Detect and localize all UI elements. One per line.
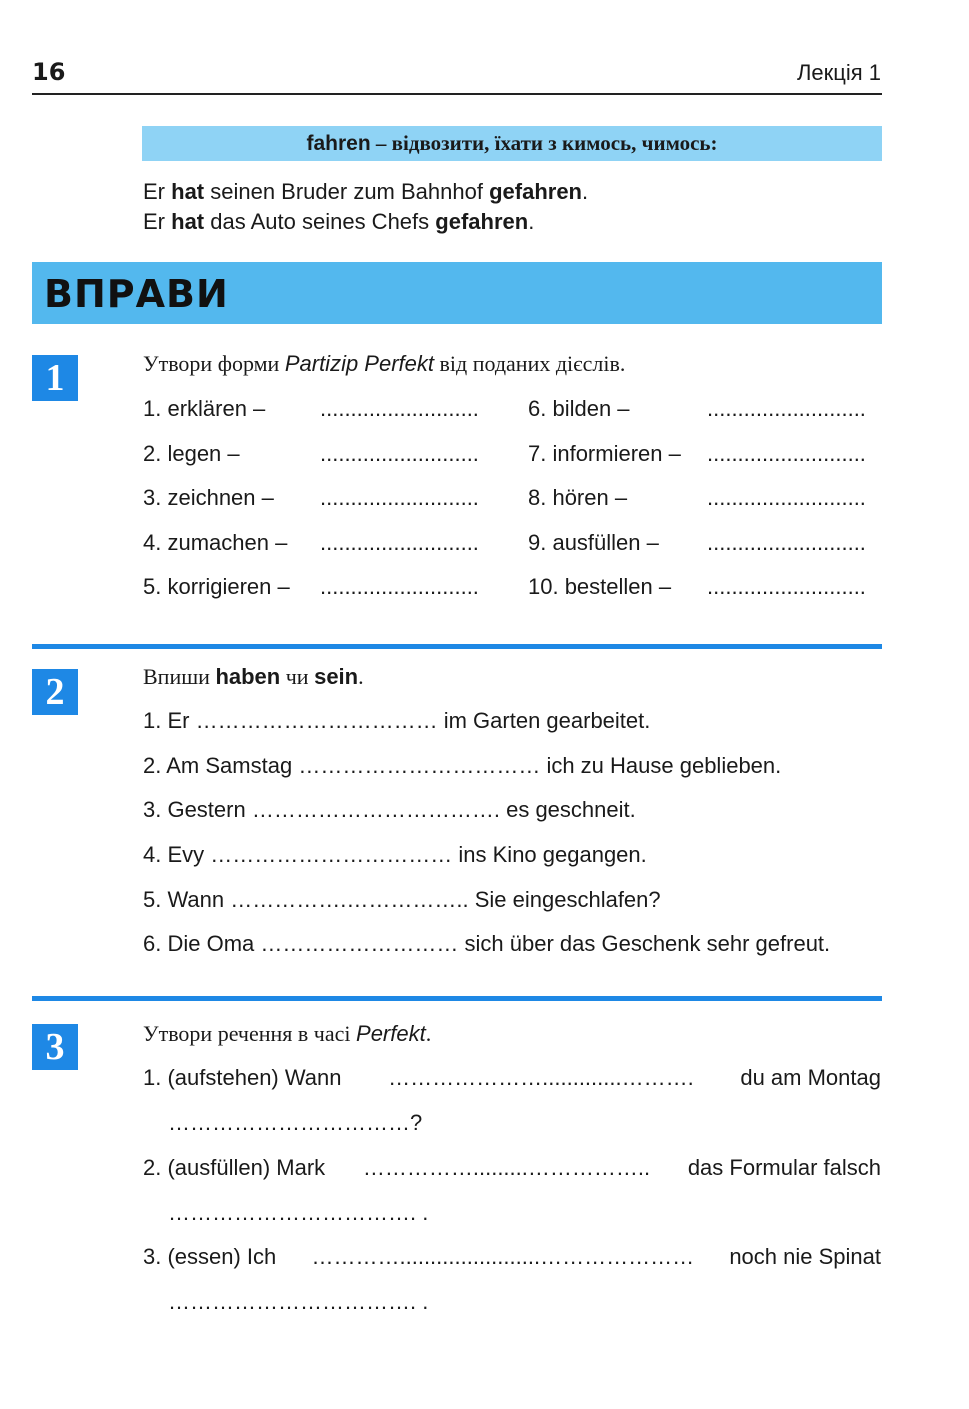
answer-blank[interactable]: …………….…………….. xyxy=(230,887,469,912)
exercise-number-badge: 1 xyxy=(32,355,78,401)
answer-blank[interactable]: ………………….............………. xyxy=(388,1065,694,1090)
sentence-line: 4. Evy …………………………… ins Kino gegangen. xyxy=(143,842,647,867)
exercise-number-badge: 2 xyxy=(32,669,78,715)
answer-blank[interactable]: .......................... xyxy=(707,396,866,421)
verb-item: 2. legen – xyxy=(143,441,240,466)
example-sentence: Er hat das Auto seines Chefs gefahren. xyxy=(143,209,535,234)
sentence-line: 1. (aufstehen) Wann ………………….............………. du am Montag xyxy=(143,1065,881,1090)
verb-item: 8. hören – xyxy=(528,485,628,510)
example-sentence: Er hat seinen Bruder zum Bahnhof gefahren. xyxy=(143,179,589,204)
answer-blank[interactable]: .......................... xyxy=(320,441,479,466)
section-title: ВПРАВИ xyxy=(44,272,229,316)
sentence-line: 3. Gestern ……………………………. es geschneit. xyxy=(143,797,636,822)
verb-item: 9. ausfüllen – xyxy=(528,530,659,555)
sentence-line: 1. Er …………………………… im Garten gearbeitet. xyxy=(143,708,651,733)
verb-item: 1. erklären – xyxy=(143,396,266,421)
definition-translation: відвозити, їхати з кимось, чимось: xyxy=(391,131,718,155)
answer-blank[interactable]: …………………………… xyxy=(298,753,541,778)
answer-blank[interactable]: ……………………………. . xyxy=(168,1289,429,1314)
answer-blank[interactable]: ……………………………. . xyxy=(168,1200,429,1225)
sentence-line: 2. Am Samstag …………………………… ich zu Hause geblieben. xyxy=(143,753,782,778)
answer-blank[interactable]: ………….......................………………… xyxy=(311,1244,695,1269)
answer-blank[interactable]: …………………………… xyxy=(195,708,438,733)
sentence-line: 2. (ausfüllen) Mark …………….........…………….. das Formular falsch xyxy=(143,1155,881,1180)
definition-word: fahren xyxy=(306,132,371,155)
answer-blank[interactable]: .......................... xyxy=(320,485,479,510)
answer-blank[interactable]: .......................... xyxy=(707,530,866,555)
page-number: 16 xyxy=(32,58,66,86)
answer-blank[interactable]: .......................... xyxy=(707,574,866,599)
verb-item: 6. bilden – xyxy=(528,396,630,421)
definition-dash: – xyxy=(370,131,392,155)
running-title: Лекція 1 xyxy=(796,60,881,85)
answer-blank[interactable]: .......................... xyxy=(320,574,479,599)
exercise-divider xyxy=(32,644,882,649)
exercise-instruction: Утвори форми Partizip Perfekt від поданих дієслів. xyxy=(143,351,626,376)
answer-blank[interactable]: …………….........…………….. xyxy=(362,1155,651,1180)
answer-blank[interactable]: ……………………………? xyxy=(168,1110,423,1135)
verb-item: 3. zeichnen – xyxy=(143,485,274,510)
exercise-instruction: Впиши haben чи sein. xyxy=(143,664,364,689)
definition-bar xyxy=(142,126,882,161)
verb-item: 7. informieren – xyxy=(528,441,681,466)
answer-blank[interactable]: .......................... xyxy=(320,530,479,555)
exercise-number-badge: 3 xyxy=(32,1024,78,1070)
verb-item: 10. bestellen – xyxy=(528,574,672,599)
exercise-divider xyxy=(32,996,882,1001)
verb-item: 4. zumachen – xyxy=(143,530,288,555)
exercise-instruction: Утвори речення в часі Perfekt. xyxy=(143,1021,432,1046)
answer-blank[interactable]: .......................... xyxy=(320,396,479,421)
sentence-line: 5. Wann …………….…………….. Sie eingeschlafen? xyxy=(143,887,661,912)
answer-blank[interactable]: .......................... xyxy=(707,485,866,510)
sentence-line: 3. (essen) Ich ………….......................………………… noch nie Spinat xyxy=(143,1244,881,1269)
answer-blank[interactable]: ……………………… xyxy=(260,931,459,956)
verb-item: 5. korrigieren – xyxy=(143,574,290,599)
answer-blank[interactable]: .......................... xyxy=(707,441,866,466)
sentence-line: 6. Die Oma ……………………… sich über das Geschenk sehr gefreut. xyxy=(143,931,831,956)
answer-blank[interactable]: …………………………… xyxy=(210,842,453,867)
header-divider xyxy=(32,93,882,95)
answer-blank[interactable]: ……………………………. xyxy=(251,797,500,822)
